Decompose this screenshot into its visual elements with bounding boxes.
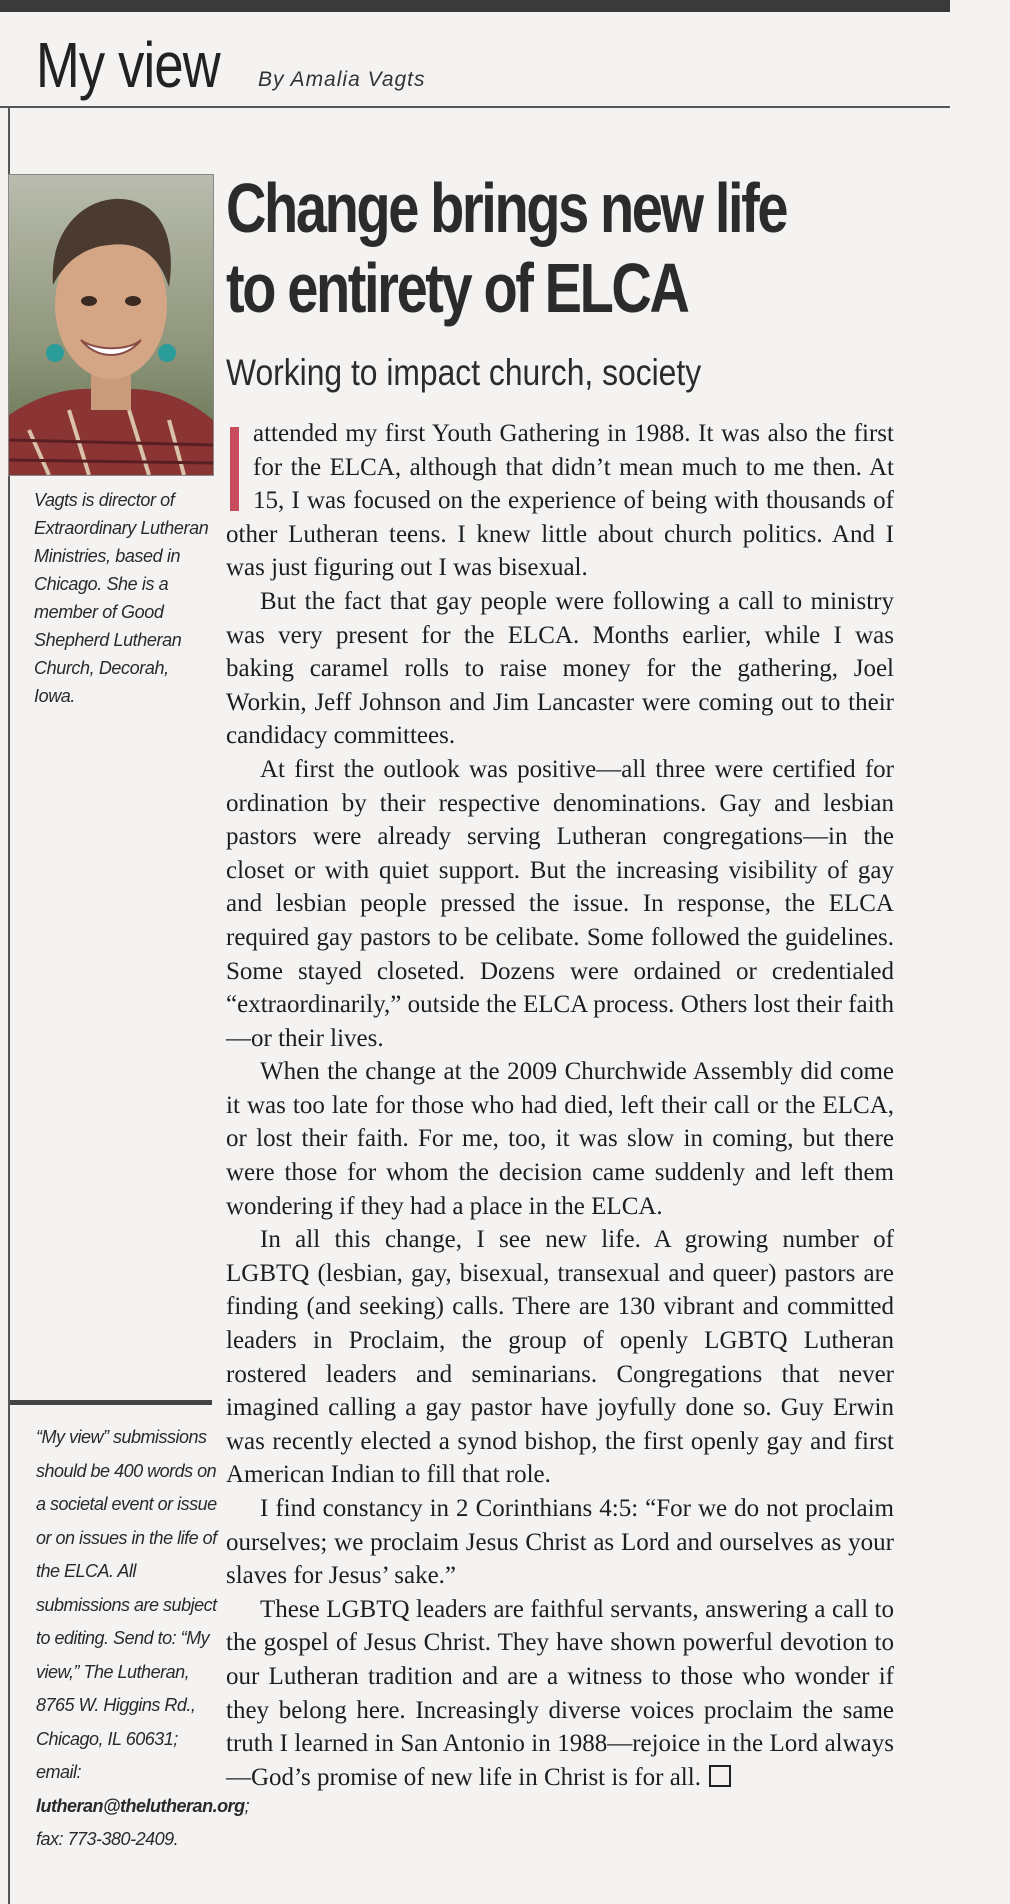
byline: By Amalia Vagts	[258, 68, 426, 91]
article-paragraph: In all this change, I see new life. A growing number of LGBTQ (lesbian, gay, bisexual, transexual and queer) pastors are finding (and seeking) calls. There are 130 vibrant and committed leaders in Proclaim, the group of openly LGBTQ Lutheran rostered leaders and seminarians. Congregations that never imagined calling a gay pastor have joyfully done so. Guy Erwin was recently elected a synod bishop, the first openly gay and first American Indian to fill that role.	[226, 1226, 894, 1489]
paragraph-text: These LGBTQ leaders are faithful servants, answering a call to the gospel of Jesus Christ. They have shown powerful devotion to our Lutheran tradition and are a witness to those who wonder if they belong here. Increasingly diverse voices proclaim the same truth I learned in San Antonio in 1988—rejoice in the Lord always—God’s promise of new life in Christ is for all.	[226, 1595, 894, 1791]
author-caption: Vagts is director of Extraordinary Lutheran Ministries, based in Chicago. She is a member of Good Shepherd Lutheran Church, Decorah, Iowa.	[34, 490, 209, 706]
section-title: My view	[36, 29, 220, 101]
submission-note-text: “My view” submissions should be 400 words on a societal event or issue or on issues in the life of the ELCA. All submissions are subject to editing. Send to: “My view,” The Lutheran, 8765 W. Higgins Rd., Chicago, IL 60631; email:	[36, 1427, 217, 1782]
top-rule	[0, 0, 950, 12]
article-paragraph: When the change at the 2009 Churchwide Assembly did come it was too late for those who had died, left their call or the ELCA, or lost their faith. For me, too, it was slow in coming, but there were those for whom the decision came suddenly and left them wondering if they had a place in the ELCA.	[226, 1058, 894, 1220]
submission-email-link[interactable]: lutheran@thelutheran.org	[36, 1795, 245, 1816]
author-photo	[8, 174, 214, 476]
author-portrait-image	[9, 175, 213, 475]
article-paragraph: At first the outlook was positive—all three were certified for ordination by their respective denominations. Gay and lesbian pastors were already serving Lutheran congregations—in the closet or with quiet support. But the increasing visibility of gay and lesbian people pressed the issue. In response, the ELCA required gay pastors to be celibate. Some followed the guidelines. Some stayed closeted. Dozens were ordained or credentialed “extraordinarily,” outside the ELCA process. Others lost their faith—or their lives.	[226, 755, 894, 1052]
header-rule	[0, 106, 950, 108]
sidebar-rule	[10, 1400, 212, 1405]
article-subhead: Working to impact church, society	[226, 352, 702, 393]
article-paragraph	[226, 1593, 894, 1795]
end-mark-icon	[709, 1765, 731, 1787]
paragraph-text: attended my first Youth Gathering in 1988. It was also the first for the ELCA, although that didn’t mean much to me then. At 15, I was focused on the experience of being with thousands of other Lutheran teens. I knew little about church politics. And I was just figuring out I was bisexual.	[226, 420, 894, 582]
article-body	[226, 417, 894, 1794]
article-paragraph	[226, 417, 894, 585]
submission-note	[36, 1421, 250, 1857]
article-paragraph: I find constancy in 2 Corinthians 4:5: “For we do not proclaim ourselves; we proclaim Jesus Christ as Lord and ourselves as your slaves for Jesus’ sake.”	[226, 1495, 894, 1590]
article-headline: Change brings new life to entirety of ELCA	[226, 169, 787, 327]
section-header	[36, 28, 950, 106]
submission-fax: ; fax: 773-380-2409.	[36, 1795, 250, 1849]
article-paragraph: But the fact that gay people were following a call to ministry was very present for the ELCA. Months earlier, while I was baking caramel rolls to raise money for the gathering, Joel Workin, Jeff Johnson and Jim Lancaster were coming out to their candidacy committees.	[226, 587, 894, 750]
drop-cap-accent-bar	[230, 427, 239, 511]
